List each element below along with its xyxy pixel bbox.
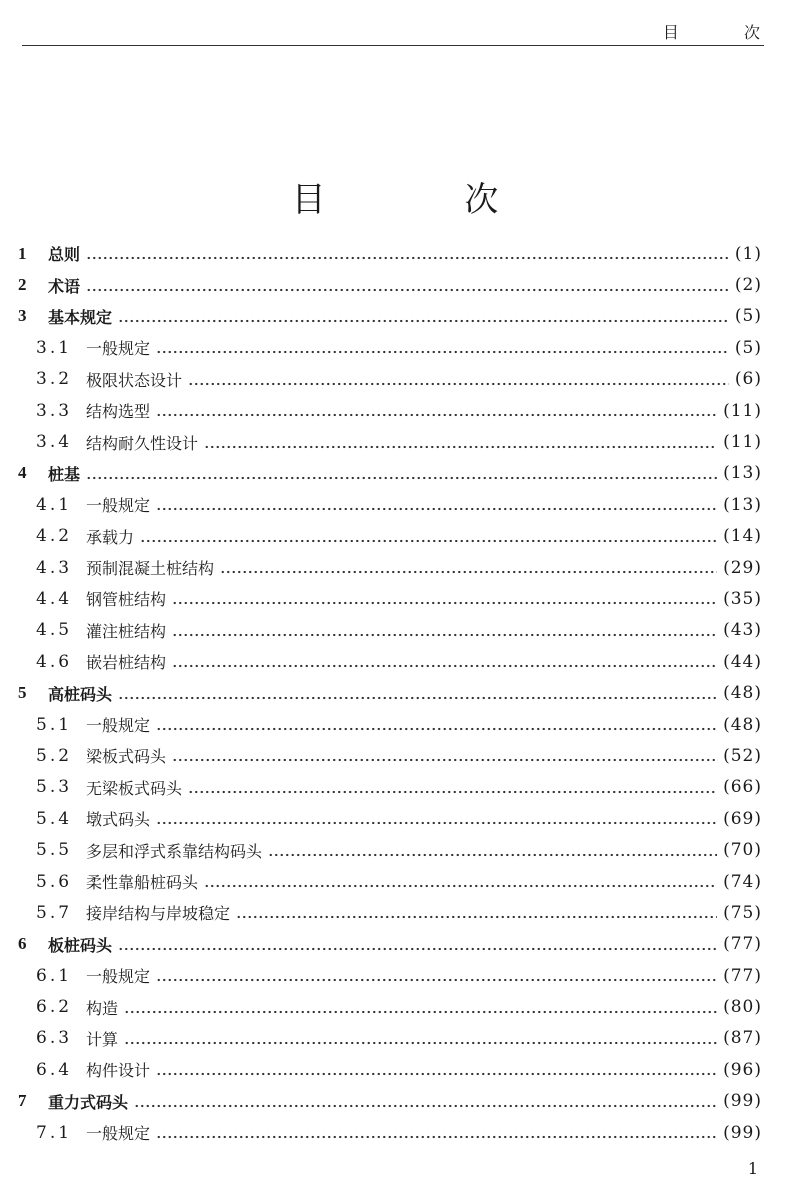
toc-section-entry[interactable] xyxy=(18,772,762,803)
toc-entry-page: (77) xyxy=(723,934,762,955)
toc-entry-label: 一般规定 xyxy=(86,716,151,736)
toc-entry-label: 术语 xyxy=(48,276,81,296)
toc-section-entry[interactable] xyxy=(18,364,762,395)
toc-entry-page: (99) xyxy=(723,1122,762,1143)
toc-entry-label: 计算 xyxy=(86,1029,119,1049)
toc-entry-number: 5.3 xyxy=(36,777,73,798)
toc-entry-number: 4.3 xyxy=(36,557,73,578)
toc-entry-page: (13) xyxy=(723,463,762,484)
table-of-contents xyxy=(18,238,762,1148)
toc-entry-label: 预制混凝土桩结构 xyxy=(86,559,215,579)
toc-section-entry[interactable] xyxy=(18,646,762,677)
toc-entry-label: 多层和浮式系靠结构码头 xyxy=(86,841,263,861)
toc-leader-dots xyxy=(156,402,717,419)
toc-entry-label: 构造 xyxy=(86,998,119,1018)
toc-leader-dots xyxy=(156,339,729,356)
toc-leader-dots xyxy=(188,371,729,388)
toc-leader-dots xyxy=(204,434,717,451)
toc-entry-page: (74) xyxy=(723,871,762,892)
toc-entry-page: (35) xyxy=(723,588,762,609)
toc-entry-page: (2) xyxy=(734,275,762,296)
toc-leader-dots xyxy=(172,747,717,764)
toc-entry-label: 一般规定 xyxy=(86,967,151,987)
toc-entry-page: (6) xyxy=(734,369,762,390)
toc-leader-dots xyxy=(172,653,717,670)
toc-leader-dots xyxy=(220,559,717,576)
toc-section-entry[interactable] xyxy=(18,332,762,363)
toc-entry-number: 3 xyxy=(18,306,27,326)
toc-entry-number: 3.2 xyxy=(36,369,73,390)
toc-entry-page: (29) xyxy=(723,557,762,578)
toc-entry-number: 4.1 xyxy=(36,494,73,515)
toc-leader-dots xyxy=(156,810,717,827)
toc-entry-number: 2 xyxy=(18,275,27,295)
toc-leader-dots xyxy=(156,967,717,984)
toc-section-entry[interactable] xyxy=(18,740,762,771)
toc-entry-label: 灌注桩结构 xyxy=(86,621,167,641)
toc-leader-dots xyxy=(118,308,729,325)
toc-entry-label: 基本规定 xyxy=(48,307,113,327)
toc-leader-dots xyxy=(236,904,717,921)
toc-entry-page: (14) xyxy=(723,526,762,547)
toc-entry-label: 柔性靠船桩码头 xyxy=(86,873,199,892)
toc-entry-number: 5 xyxy=(18,683,27,703)
toc-leader-dots xyxy=(172,622,717,639)
toc-section-entry[interactable] xyxy=(18,960,762,991)
toc-entry-number: 6.3 xyxy=(36,1028,73,1049)
toc-entry-label: 一般规定 xyxy=(86,496,151,516)
toc-leader-dots xyxy=(118,685,717,702)
header-rule xyxy=(22,45,764,46)
toc-section-entry[interactable] xyxy=(18,991,762,1022)
toc-entry-page: (69) xyxy=(723,808,762,829)
toc-entry-label: 总则 xyxy=(48,245,81,265)
toc-entry-page: (70) xyxy=(723,840,762,861)
toc-entry-label: 结构选型 xyxy=(86,402,151,422)
toc-entry-label: 承载力 xyxy=(86,527,135,547)
toc-entry-number: 4.4 xyxy=(36,588,73,609)
toc-leader-dots xyxy=(156,496,717,513)
toc-leader-dots xyxy=(86,465,717,482)
toc-leader-dots xyxy=(268,842,717,859)
toc-entry-number: 3.3 xyxy=(36,400,73,421)
toc-section-entry[interactable] xyxy=(18,489,762,520)
toc-entry-number: 5.4 xyxy=(36,808,73,829)
toc-entry-label: 钢管桩结构 xyxy=(86,590,167,610)
toc-leader-dots xyxy=(156,716,717,733)
toc-entry-page: (11) xyxy=(723,400,762,421)
toc-leader-dots xyxy=(156,1061,717,1078)
toc-entry-page: (11) xyxy=(723,432,762,453)
toc-entry-label: 板桩码头 xyxy=(48,935,113,955)
toc-section-entry[interactable] xyxy=(18,1023,762,1054)
toc-entry-number: 1 xyxy=(18,243,27,263)
toc-entry-label: 重力式码头 xyxy=(48,1092,129,1112)
toc-leader-dots xyxy=(124,999,717,1016)
toc-leader-dots xyxy=(140,528,717,545)
toc-entry-number: 7 xyxy=(18,1091,27,1111)
toc-entry-number: 5.5 xyxy=(36,840,73,861)
toc-chapter-entry[interactable] xyxy=(18,458,762,489)
toc-entry-page: (80) xyxy=(723,997,762,1018)
toc-chapter-entry[interactable] xyxy=(18,677,762,708)
toc-chapter-entry[interactable] xyxy=(18,301,762,332)
toc-entry-page: (44) xyxy=(723,651,762,672)
toc-entry-number: 3.1 xyxy=(36,337,73,358)
toc-entry-label: 墩式码头 xyxy=(86,810,151,830)
toc-entry-number: 5.7 xyxy=(36,902,73,923)
toc-section-entry[interactable] xyxy=(18,897,762,928)
toc-entry-number: 5.6 xyxy=(36,871,73,892)
toc-entry-page: (99) xyxy=(723,1091,762,1112)
toc-entry-number: 5.1 xyxy=(36,714,73,735)
toc-entry-number: 6.4 xyxy=(36,1059,73,1080)
running-head: 目 次 xyxy=(662,23,790,42)
toc-entry-label: 接岸结构与岸坡稳定 xyxy=(86,904,231,924)
toc-entry-number: 4 xyxy=(18,463,27,483)
toc-entry-label: 嵌岩桩结构 xyxy=(86,653,167,673)
toc-entry-label: 高桩码头 xyxy=(48,684,113,704)
toc-section-entry[interactable] xyxy=(18,395,762,426)
toc-leader-dots xyxy=(204,873,717,890)
toc-entry-label: 桩基 xyxy=(48,464,81,484)
toc-entry-label: 一般规定 xyxy=(86,339,151,359)
toc-section-entry[interactable] xyxy=(18,1054,762,1085)
toc-entry-number: 6.1 xyxy=(36,965,73,986)
page-number: 1 xyxy=(747,1159,758,1178)
toc-entry-label: 一般规定 xyxy=(86,1124,151,1144)
toc-entry-page: (96) xyxy=(723,1059,762,1080)
toc-entry-page: (75) xyxy=(723,902,762,923)
toc-entry-page: (87) xyxy=(723,1028,762,1049)
toc-chapter-entry[interactable] xyxy=(18,269,762,300)
toc-entry-label: 梁板式码头 xyxy=(86,747,167,767)
toc-entry-page: (52) xyxy=(723,745,762,766)
toc-section-entry[interactable] xyxy=(18,1117,762,1148)
toc-entry-page: (5) xyxy=(734,306,762,327)
toc-entry-label: 无梁板式码头 xyxy=(86,778,183,798)
toc-leader-dots xyxy=(156,1124,717,1141)
toc-entry-page: (5) xyxy=(734,337,762,358)
toc-section-entry[interactable] xyxy=(18,834,762,865)
page-title: 目 次 xyxy=(291,180,563,220)
toc-section-entry[interactable] xyxy=(18,521,762,552)
toc-leader-dots xyxy=(188,779,717,796)
toc-section-entry[interactable] xyxy=(18,426,762,457)
toc-section-entry[interactable] xyxy=(18,709,762,740)
toc-entry-number: 4.5 xyxy=(36,620,73,641)
toc-entry-label: 结构耐久性设计 xyxy=(86,433,199,453)
toc-entry-number: 6.2 xyxy=(36,997,73,1018)
toc-entry-page: (13) xyxy=(723,494,762,515)
toc-chapter-entry[interactable] xyxy=(18,1086,762,1117)
toc-entry-number: 4.6 xyxy=(36,651,73,672)
toc-chapter-entry[interactable] xyxy=(18,929,762,960)
toc-section-entry[interactable] xyxy=(18,866,762,897)
toc-section-entry[interactable] xyxy=(18,615,762,646)
toc-entry-label: 极限状态设计 xyxy=(86,370,183,390)
toc-section-entry[interactable] xyxy=(18,583,762,614)
toc-leader-dots xyxy=(124,1030,717,1047)
toc-entry-number: 7.1 xyxy=(36,1122,73,1143)
toc-entry-page: (48) xyxy=(723,714,762,735)
toc-entry-number: 3.4 xyxy=(36,432,73,453)
toc-entry-page: (66) xyxy=(723,777,762,798)
toc-leader-dots xyxy=(86,277,729,294)
toc-leader-dots xyxy=(172,590,717,607)
toc-entry-label: 构件设计 xyxy=(86,1061,151,1081)
toc-leader-dots xyxy=(118,936,717,953)
toc-entry-number: 6 xyxy=(18,934,27,954)
toc-chapter-entry[interactable] xyxy=(18,238,762,269)
toc-entry-number: 5.2 xyxy=(36,745,73,766)
toc-entry-page: (1) xyxy=(734,243,762,264)
toc-entry-number: 4.2 xyxy=(36,526,73,547)
toc-leader-dots xyxy=(134,1093,717,1110)
toc-entry-page: (48) xyxy=(723,683,762,704)
toc-section-entry[interactable] xyxy=(18,552,762,583)
toc-leader-dots xyxy=(86,245,729,262)
toc-entry-page: (43) xyxy=(723,620,762,641)
toc-section-entry[interactable] xyxy=(18,803,762,834)
toc-entry-page: (77) xyxy=(723,965,762,986)
